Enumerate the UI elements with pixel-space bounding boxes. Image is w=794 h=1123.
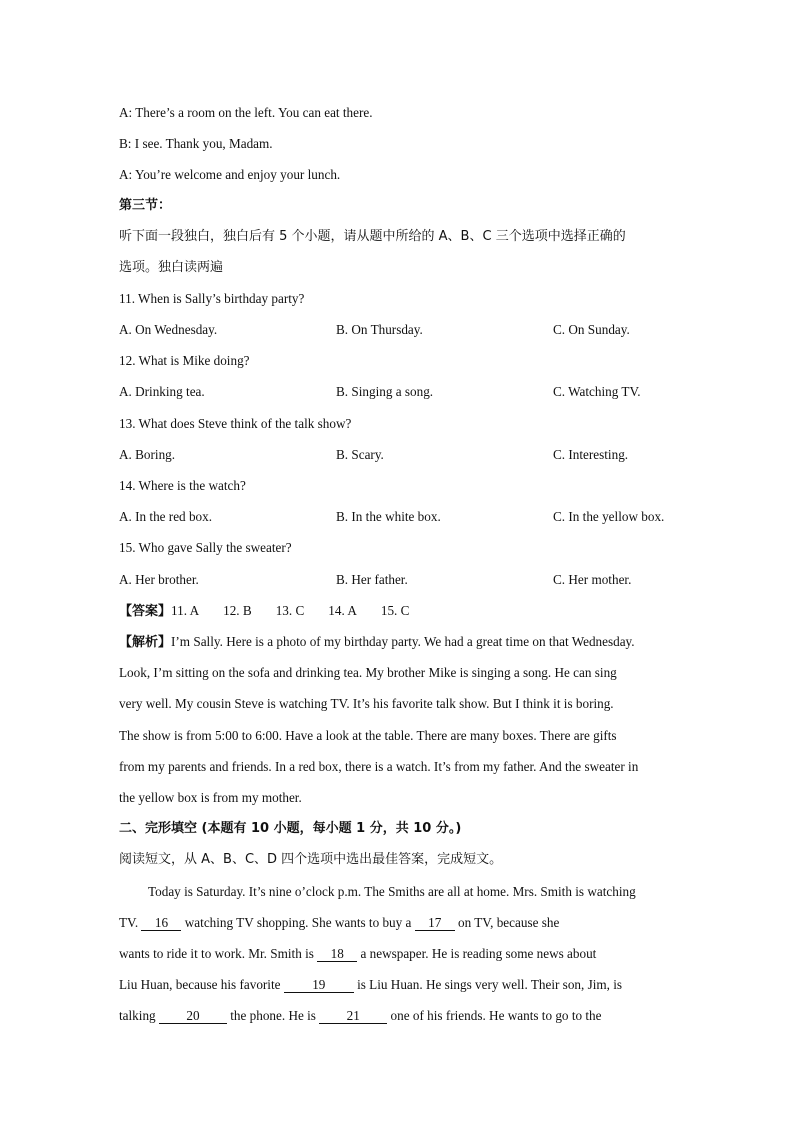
analysis-line: The show is from 5:00 to 6:00. Have a look at the table. There are many boxes. There are gifts bbox=[119, 728, 617, 743]
option-c: C. Watching TV. bbox=[553, 384, 641, 399]
answer-item: 15. C bbox=[380, 603, 410, 618]
passage-text: TV. bbox=[119, 915, 139, 930]
option-a: A. On Wednesday. bbox=[119, 322, 218, 337]
blank-21: 21 bbox=[319, 1009, 387, 1024]
option-c: C. In the yellow box. bbox=[553, 509, 665, 524]
answer-item: 14. A bbox=[328, 603, 357, 618]
dialogue-line-3 bbox=[119, 167, 340, 183]
passage-line bbox=[119, 1008, 602, 1024]
question-11: 11. When is Sally’s birthday party? bbox=[119, 291, 305, 306]
passage-text: wants to ride it to work. Mr. Smith is bbox=[119, 946, 314, 961]
passage-text: one of his friends. He wants to go to the bbox=[390, 1008, 602, 1023]
dialogue-text: You’re welcome and enjoy your lunch. bbox=[135, 167, 341, 182]
question-13: 13. What does Steve think of the talk show? bbox=[119, 416, 352, 431]
analysis-text: I’m Sally. Here is a photo of my birthday party. We had a great time on that Wednesday. bbox=[171, 634, 635, 649]
analysis-line: the yellow box is from my mother. bbox=[119, 790, 302, 805]
blank-17: 17 bbox=[415, 916, 455, 931]
dialogue-line-2 bbox=[119, 136, 273, 152]
section-heading: 第三节： bbox=[119, 198, 172, 213]
passage-text: a newspaper. He is reading some news about bbox=[360, 946, 597, 961]
option-b: B. Scary. bbox=[336, 447, 384, 462]
blank-19: 19 bbox=[284, 978, 354, 993]
passage-text: is Liu Huan. He sings very well. Their son, Jim, is bbox=[357, 977, 623, 992]
option-b: B. In the white box. bbox=[336, 509, 441, 524]
passage-text: watching TV shopping. She wants to buy a bbox=[184, 915, 412, 930]
section-instruction: 听下面一段独白，独白后有 5 个小题，请从题中所给的 A、B、C 三个选项中选择正确的 bbox=[119, 229, 626, 244]
answer-item: 12. B bbox=[223, 603, 252, 618]
answer-item: 13. C bbox=[275, 603, 305, 618]
option-a: A. Drinking tea. bbox=[119, 384, 205, 399]
option-a: A. Her brother. bbox=[119, 572, 199, 587]
analysis-label: 【解析】 bbox=[119, 635, 172, 650]
option-c: C. On Sunday. bbox=[553, 322, 630, 337]
question-15: 15. Who gave Sally the sweater? bbox=[119, 540, 292, 555]
answer-key bbox=[119, 603, 433, 620]
passage-text: on TV, because she bbox=[458, 915, 560, 930]
question-12: 12. What is Mike doing? bbox=[119, 353, 250, 368]
answer-item: 11. A bbox=[171, 603, 200, 618]
option-c: C. Her mother. bbox=[553, 572, 632, 587]
analysis-line: Look, I’m sitting on the sofa and drinking tea. My brother Mike is singing a song. He can sing bbox=[119, 665, 617, 680]
passage-line bbox=[119, 946, 596, 962]
analysis-line: very well. My cousin Steve is watching TV. It’s his favorite talk show. But I think it is boring. bbox=[119, 696, 614, 711]
option-a: A. In the red box. bbox=[119, 509, 213, 524]
blank-20: 20 bbox=[159, 1009, 227, 1024]
blank-18: 18 bbox=[317, 947, 357, 962]
dialogue-text: There’s a room on the left. You can eat there. bbox=[135, 105, 373, 120]
passage-line bbox=[119, 977, 622, 993]
option-c: C. Interesting. bbox=[553, 447, 629, 462]
speaker-label: A: bbox=[119, 105, 133, 120]
question-14: 14. Where is the watch? bbox=[119, 478, 246, 493]
part-instruction: 阅读短文，从 A、B、C、D 四个选项中选出最佳答案，完成短文。 bbox=[119, 852, 503, 867]
passage-line bbox=[119, 915, 559, 931]
option-b: B. On Thursday. bbox=[336, 322, 423, 337]
speaker-label: A: bbox=[119, 167, 133, 182]
passage-line: Today is Saturday. It’s nine o’clock p.m. The Smiths are all at home. Mrs. Smith is watching bbox=[148, 884, 636, 899]
passage-text: the phone. He is bbox=[230, 1008, 316, 1023]
dialogue-line-1 bbox=[119, 105, 373, 121]
analysis-line: from my parents and friends. In a red box, there is a watch. It’s from my father. And the sweater in bbox=[119, 759, 639, 774]
passage-text: Liu Huan, because his favorite bbox=[119, 977, 281, 992]
section-instruction-cont: 选项。独白读两遍 bbox=[119, 260, 224, 275]
blank-16: 16 bbox=[141, 916, 181, 931]
option-b: B. Her father. bbox=[336, 572, 408, 587]
part-heading: 二、完形填空 (本题有 10 小题，每小题 1 分，共 10 分。) bbox=[119, 821, 462, 836]
answer-label: 【答案】 bbox=[119, 604, 172, 619]
speaker-label: B: bbox=[119, 136, 132, 151]
option-b: B. Singing a song. bbox=[336, 384, 434, 399]
dialogue-text: I see. Thank you, Madam. bbox=[134, 136, 273, 151]
passage-text: talking bbox=[119, 1008, 156, 1023]
analysis-line bbox=[119, 634, 635, 651]
option-a: A. Boring. bbox=[119, 447, 176, 462]
